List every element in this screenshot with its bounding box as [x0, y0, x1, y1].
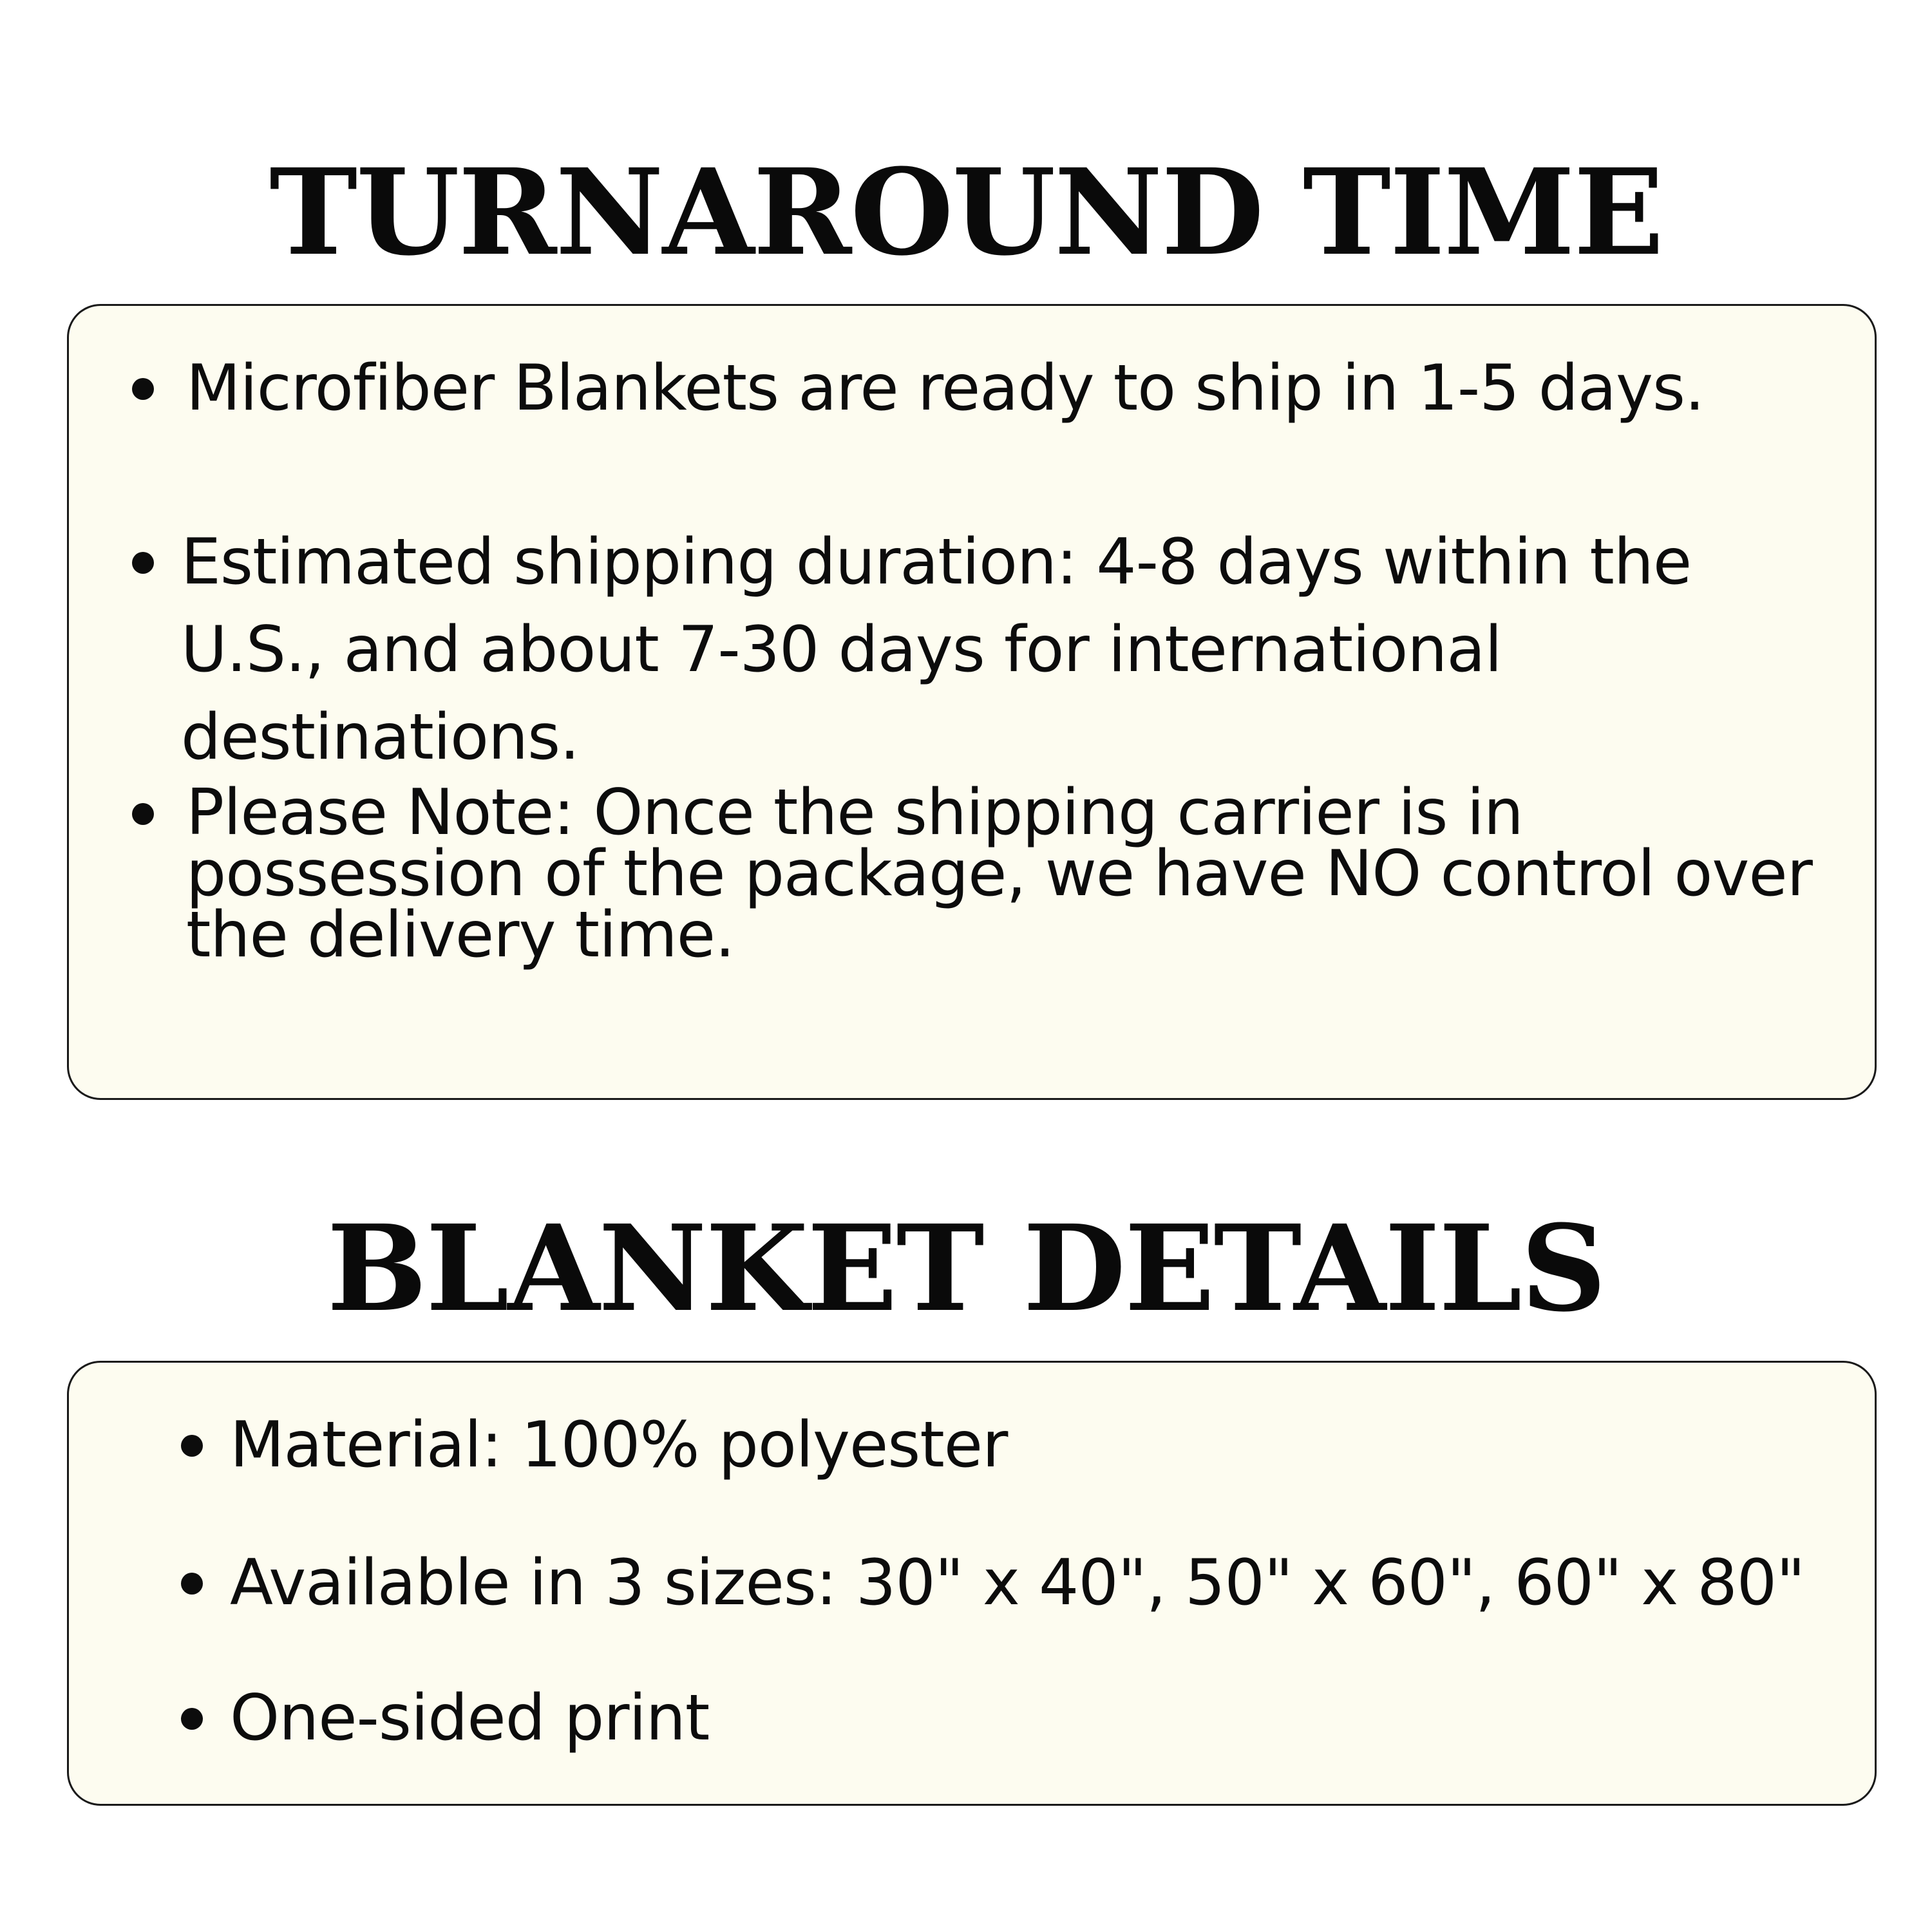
list-item-text: Microfiber Blankets are ready to ship in 1-5 days.: [186, 352, 1705, 425]
blanket-details-card: [67, 1361, 1877, 1806]
list-item-text: One-sided print: [230, 1681, 710, 1755]
blanket-details-title: BLANKET DETAILS: [327, 1199, 1605, 1338]
bullet-icon: [132, 552, 154, 574]
list-item: [230, 1401, 1840, 1489]
bullet-icon: [181, 1435, 203, 1457]
bullet-icon: [132, 378, 154, 400]
list-item: [230, 1539, 1866, 1627]
list-item: [230, 1674, 1840, 1762]
list-item-text: Material: 100% polyester: [230, 1408, 1008, 1482]
list-item-text: Estimated shipping duration: 4-8 days within the U.S., and about 7-30 days for international destinations.: [181, 526, 1692, 774]
list-item: [181, 518, 1842, 781]
turnaround-card: [67, 304, 1877, 1100]
bullet-icon: [132, 803, 154, 825]
list-item-text: Available in 3 sizes: 30" x 40", 50" x 60", 60" x 80": [230, 1546, 1805, 1620]
bullet-icon: [181, 1573, 203, 1595]
list-item: [186, 345, 1835, 432]
bullet-icon: [181, 1708, 203, 1730]
list-item: [186, 776, 1848, 972]
list-item-text: Please Note: Once the shipping carrier is in possession of the package, we have NO control over the delivery time.: [186, 776, 1812, 972]
turnaround-title: TURNAROUND TIME: [269, 143, 1663, 282]
